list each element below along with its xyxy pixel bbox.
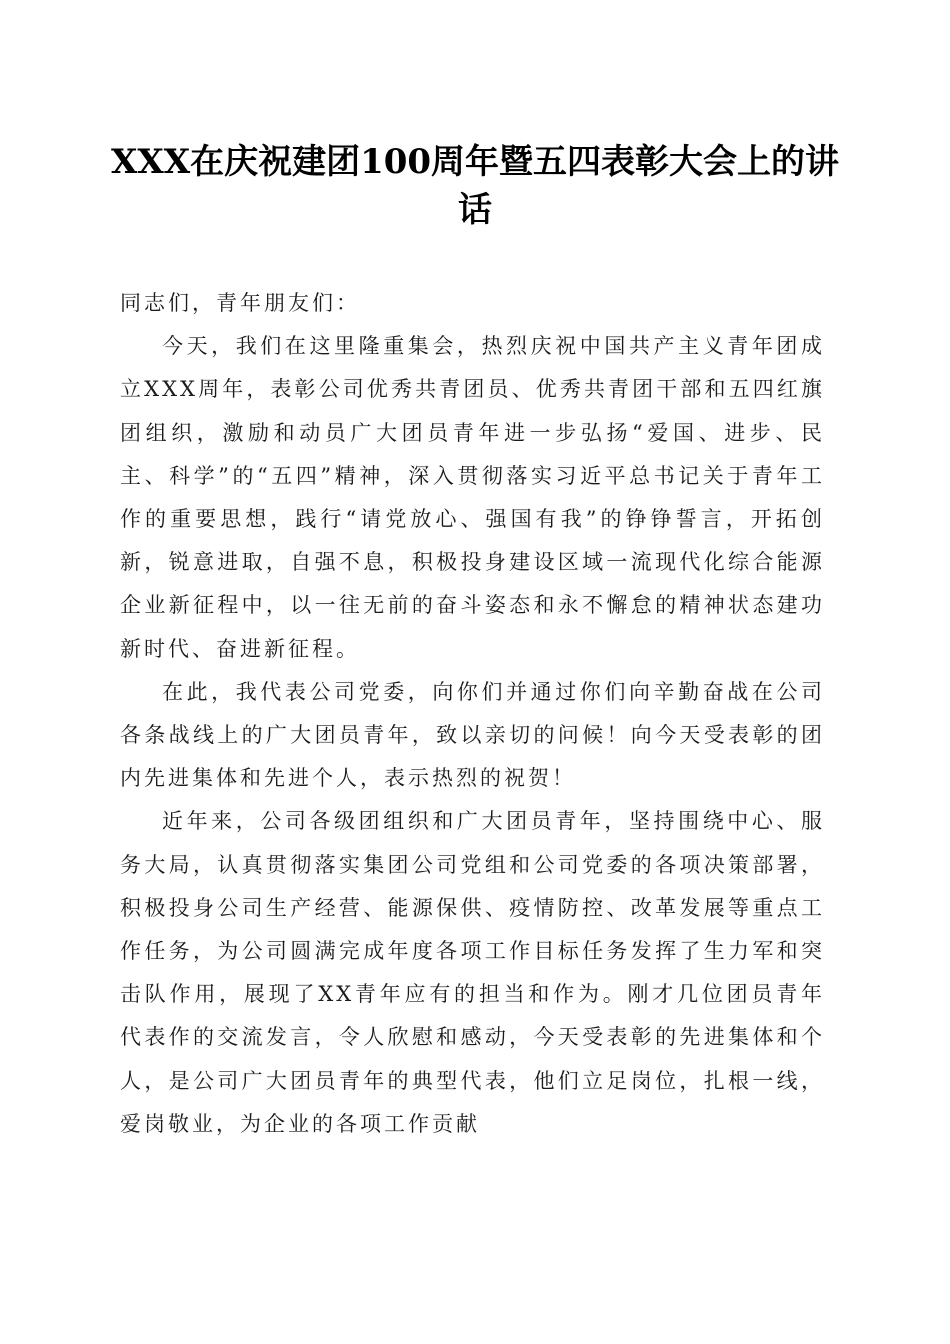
- paragraph-1: 今天，我们在这里隆重集会，热烈庆祝中国共产主义青年团成立XXX周年，表彰公司优秀共青团员、优秀共青团干部和五四红旗团组织，激励和动员广大团员青年进一步弘扬“爱国、进步、民主、科学”的“五四”精神，深入贯彻落实习近平总书记关于青年工作的重要思想，践行“请党放心、强国有我”的铮铮誓言，开拓创新，锐意进取，自强不息，积极投身建设区域一流现代化综合能源企业新征程中，以一往无前的奋斗姿态和永不懈怠的精神状态建功新时代、奋进新征程。: [120, 334, 825, 661]
- paragraph-3: 近年来，公司各级团组织和广大团员青年，坚持围绕中心、服务大局，认真贯彻落实集团公司党组和公司党委的各项决策部署，积极投身公司生产经营、能源保供、疫情防控、改革发展等重点工作任务，为公司圆满完成年度各项工作目标任务发挥了生力军和突击队作用，展现了XX青年应有的担当和作为。刚才几位团员青年代表作的交流发言，令人欣慰和感动，今天受表彰的先进集体和个人，是公司广大团员青年的典型代表，他们立足岗位，扎根一线，爱岗敬业，为企业的各项工作贡献: [120, 809, 825, 1136]
- paragraph-2: 在此，我代表公司党委，向你们并通过你们向辛勤奋战在公司各条战线上的广大团员青年，致以亲切的问候！向今天受表彰的团内先进集体和先进个人，表示热烈的祝贺！: [120, 679, 825, 791]
- salutation: 同志们，青年朋友们：: [120, 291, 360, 315]
- document-body: [120, 282, 825, 1146]
- document-title: XXX在庆祝建团100周年暨五四表彰大会上的讲话: [110, 142, 840, 230]
